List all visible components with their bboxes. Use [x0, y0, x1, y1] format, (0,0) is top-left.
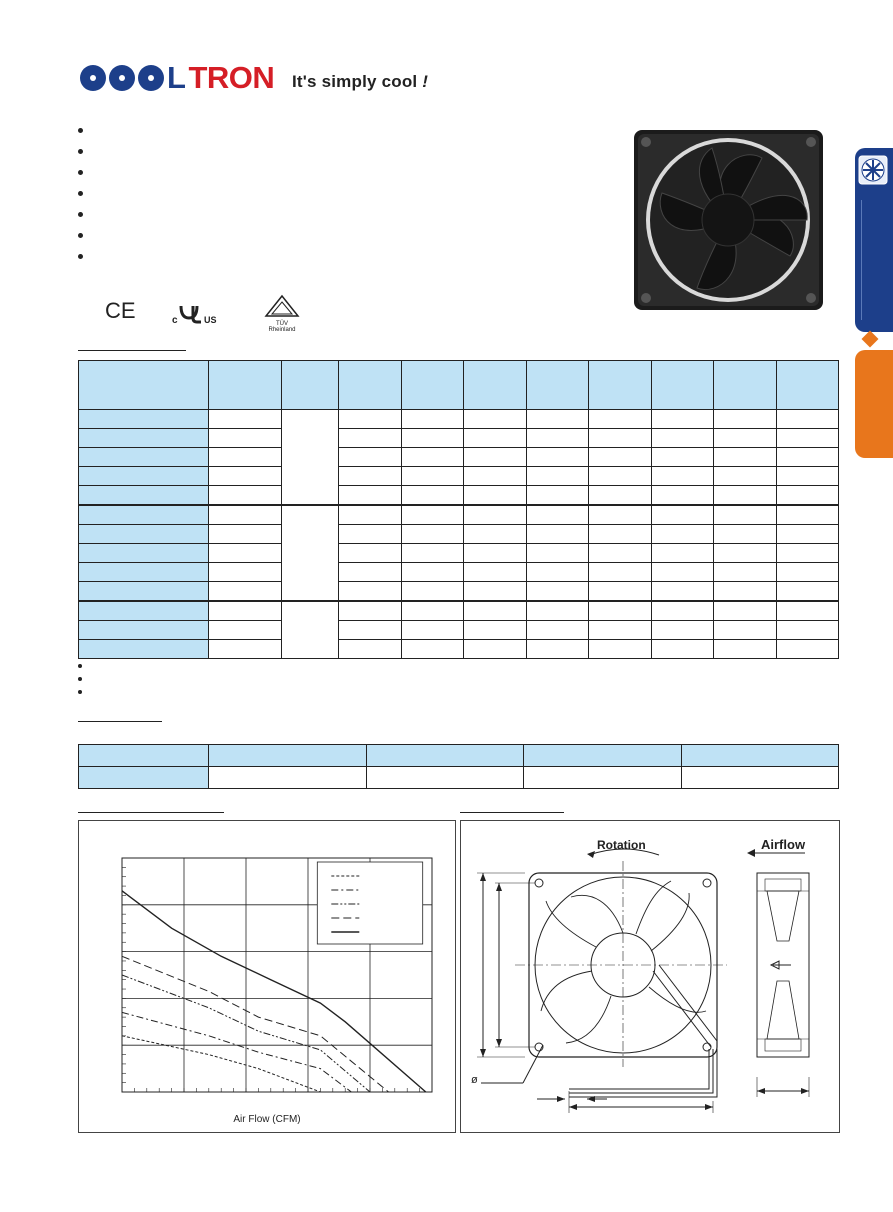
diamond-icon [862, 331, 879, 348]
model-cell [79, 505, 209, 525]
model-cell [79, 525, 209, 544]
ul-us: US [204, 315, 217, 325]
section-underline [78, 350, 186, 351]
table-cell [209, 767, 367, 789]
table-header-cell [681, 745, 839, 767]
model-cell [79, 486, 209, 506]
ul-icon [172, 300, 232, 328]
ce-mark: CE [105, 298, 136, 323]
logo-circle [80, 65, 106, 91]
model-cell [79, 640, 209, 659]
model-cell [79, 448, 209, 467]
table-header-cell [366, 745, 524, 767]
logo-letter-l: L [167, 60, 186, 95]
table-cell [524, 767, 682, 789]
model-cell [79, 467, 209, 486]
airflow-label: Airflow [761, 837, 806, 852]
side-tab-divider [861, 200, 862, 320]
model-cell [79, 544, 209, 563]
ul-prefix: c [172, 315, 178, 326]
table-row [79, 467, 839, 486]
table-row [79, 505, 839, 525]
table-row [79, 544, 839, 563]
section-underline [78, 721, 162, 722]
options-table [78, 744, 839, 789]
tuv-triangle-icon [262, 294, 302, 318]
table-header-cell [339, 361, 402, 410]
table-row [79, 563, 839, 582]
table-header-cell [464, 361, 527, 410]
tagline-mark: ! [422, 72, 429, 91]
model-cell [79, 601, 209, 621]
section-underline [78, 812, 224, 813]
table-row [79, 767, 839, 789]
tuv-text: TÜV Rheinland [268, 321, 296, 333]
front-view [471, 861, 727, 1113]
logo-circle [109, 65, 135, 91]
table-row [79, 429, 839, 448]
model-cell [79, 429, 209, 448]
table-header-row [79, 361, 839, 410]
table-header-cell [524, 745, 682, 767]
table-header-cell [79, 361, 209, 410]
dimension-drawing [461, 821, 839, 1132]
table-header-cell [589, 361, 652, 410]
ul-mark [172, 300, 232, 333]
tagline [292, 72, 428, 92]
table-cell [366, 767, 524, 789]
cooltron-logo [80, 62, 274, 94]
airflow-arrow-icon [747, 849, 755, 857]
table-row [79, 486, 839, 506]
voltage-cell [282, 601, 339, 659]
table-header-cell [209, 361, 282, 410]
side-tab-orange [855, 350, 893, 458]
table-cell [681, 767, 839, 789]
table-header-cell [651, 361, 714, 410]
table-row [79, 448, 839, 467]
model-cell [79, 410, 209, 429]
table-row [79, 410, 839, 429]
table-header-cell [209, 745, 367, 767]
diameter-symbol: ø [471, 1074, 478, 1086]
performance-chart [79, 821, 455, 1132]
section-underline [460, 812, 564, 813]
series-line [122, 1012, 351, 1092]
tagline-text: It's simply cool [292, 72, 418, 91]
table-row [79, 601, 839, 621]
table-row [79, 640, 839, 659]
performance-chart-panel [78, 820, 456, 1133]
tuv-mark [262, 294, 302, 333]
table-header-cell [401, 361, 464, 410]
table-header-row [79, 745, 839, 767]
voltage-cell [282, 505, 339, 601]
table-row [79, 621, 839, 640]
table-header-cell [526, 361, 589, 410]
table-row [79, 582, 839, 602]
table-row [79, 525, 839, 544]
table-header-cell [714, 361, 777, 410]
model-cell [79, 563, 209, 582]
x-axis-label: Air Flow (CFM) [233, 1114, 301, 1125]
model-cell [79, 582, 209, 602]
fan-icon [858, 155, 888, 185]
fan-photo [632, 128, 825, 312]
table-header-cell [282, 361, 339, 410]
logo-word-tron: TRON [188, 60, 275, 95]
logo-circle [138, 65, 164, 91]
rotation-label: Rotation [597, 838, 646, 852]
model-cell [79, 621, 209, 640]
side-view [757, 873, 809, 1097]
dimension-drawing-panel [460, 820, 840, 1133]
table-header-cell [79, 745, 209, 767]
spec-table [78, 360, 839, 659]
table-cell [79, 767, 209, 789]
voltage-cell [282, 410, 339, 506]
table-header-cell [776, 361, 839, 410]
series-line [122, 1036, 320, 1092]
